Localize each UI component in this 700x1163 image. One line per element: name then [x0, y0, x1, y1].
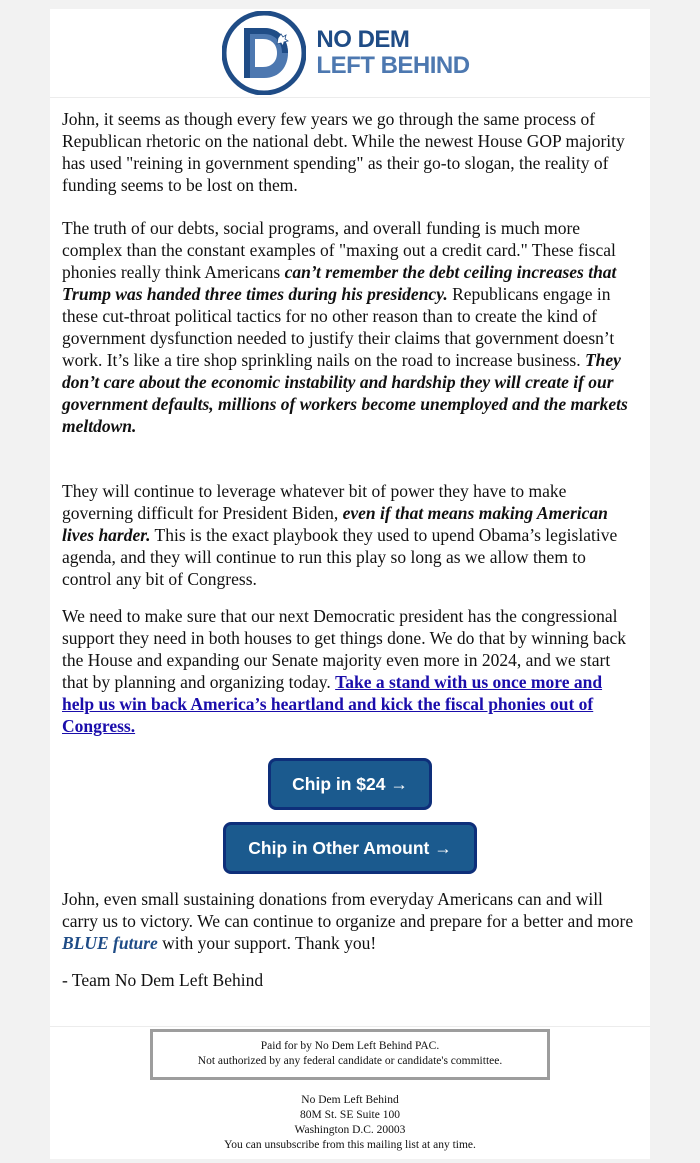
paragraph-2-text-a: The truth of our debts, social programs, and overall funding is much more complex than the constant examples of "maxing out a credit card." These fiscal phonies really think Americans — [62, 218, 616, 282]
email-footer — [50, 1026, 650, 1153]
signoff: - Team No Dem Left Behind — [62, 970, 264, 990]
paid-for-line: Paid for by No Dem Left Behind PAC. — [260, 1040, 440, 1052]
take-a-stand-link[interactable]: Take a stand with us once more and help us win back America’s heartland and kick the fiscal phonies out of Congress. — [62, 672, 603, 736]
city-address: Washington D.C. 20003 — [294, 1124, 406, 1136]
paragraph-5-text-b: with your support. Thank you! — [157, 933, 377, 953]
email-header — [50, 9, 650, 98]
donation-buttons — [62, 758, 638, 874]
paragraph-2-emphasis-b: They don’t care about the economic instability and hardship they will create if our government defaults, millions of workers become unemployed and the markets meltdown. — [62, 350, 628, 436]
paragraph-3-emphasis: even if that means making American lives harder. — [62, 503, 608, 545]
paragraph-5 — [62, 888, 638, 954]
paragraph-2-emphasis-a: can’t remember the debt ceiling increases that Trump was handed three times during his presidency. — [62, 262, 617, 304]
mailing-address — [50, 1093, 650, 1153]
paragraph-4 — [62, 605, 638, 737]
paragraph-2-text-b: Republicans engage in these cut-throat political tactics for no other reason than to create the kind of government dysfunction needed to justify their claims that government doesn’t work. It’s like a tire shop sprinkling nails on the road to increase business. — [62, 284, 615, 370]
paragraph-2 — [62, 217, 638, 437]
org-name: No Dem Left Behind — [301, 1094, 399, 1106]
paragraph-3 — [62, 480, 638, 590]
paragraph-1: John, it seems as though every few years we go through the same process of Republican rhetoric on the national debt. While the newest House GOP majority has used "reining in government spending" as their go-to slogan, the reality of funding seems to be lost on them. — [62, 109, 625, 195]
logo[interactable] — [222, 11, 469, 95]
logo-d-icon — [222, 11, 306, 95]
street-address: 80M St. SE Suite 100 — [299, 1109, 400, 1121]
email-card — [50, 9, 650, 1159]
paragraph-3-text-b: This is the exact playbook they used to upend Obama’s legislative agenda, and they will continue to run this play so long as we allow them to control any bit of Congress. — [62, 525, 618, 589]
chip-in-24-button[interactable]: Chip in $24 → — [268, 758, 432, 810]
logo-line1: NO DEM — [316, 26, 410, 53]
logo-line2: LEFT BEHIND — [316, 52, 470, 79]
logo-text — [316, 27, 469, 79]
paragraph-4-text: We need to make sure that our next Democratic president has the congressional support they need in both houses to get things done. We do that by winning back the House and expanding our Senate majority even more in 2024, and we start that by planning and organizing today. — [62, 606, 627, 692]
unsubscribe-text[interactable]: You can unsubscribe from this mailing list at any time. — [224, 1139, 476, 1151]
paragraph-3-text-a: They will continue to leverage whatever bit of power they have to make governing difficult for President Biden, — [62, 481, 567, 523]
paragraph-5-text-a: John, even small sustaining donations from everyday Americans can and will carry us to victory. We can continue to organize and prepare for a better and more — [62, 889, 634, 931]
paid-for-disclaimer — [150, 1029, 550, 1080]
chip-in-other-amount-button[interactable]: Chip in Other Amount → — [223, 822, 477, 874]
not-authorized-line: Not authorized by any federal candidate or candidate's committee. — [197, 1055, 503, 1067]
blue-future-emphasis: BLUE future — [62, 933, 158, 953]
email-body — [50, 98, 650, 991]
